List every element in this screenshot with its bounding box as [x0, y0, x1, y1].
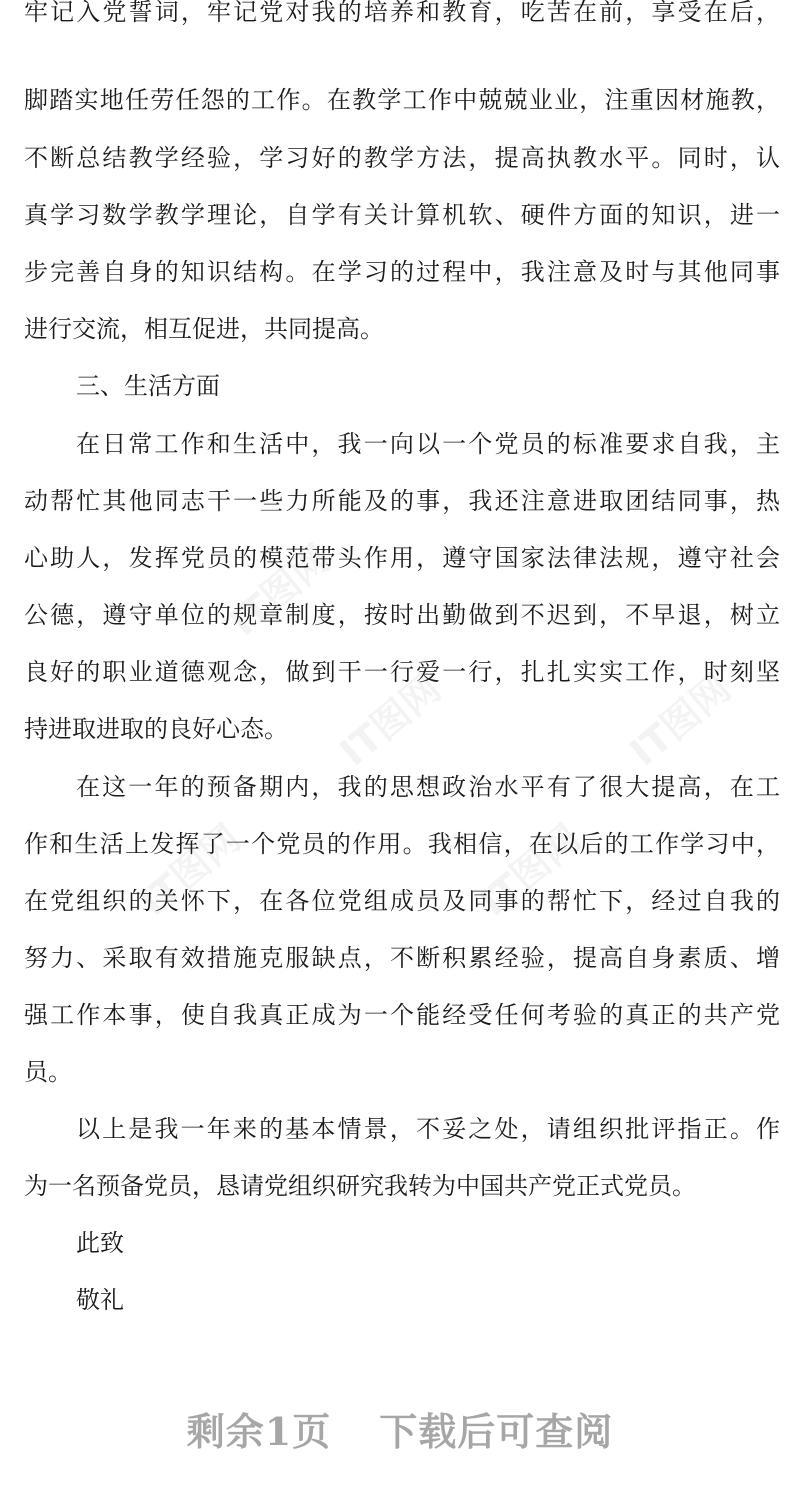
body-text-line: 作和生活上发挥了一个党员的作用。我相信，在以后的工作学习中，: [24, 830, 780, 858]
watermark: IT图网: [621, 666, 739, 775]
closing-salutation: 此致: [76, 1229, 124, 1257]
body-text-line: 为一名预备党员，恳请党组织研究我转为中国共产党正式党员。: [24, 1172, 696, 1200]
body-text-line: 进行交流，相互促进，共同提高。: [24, 315, 384, 343]
body-text-line: 不断总结教学经验，学习好的教学方法，提高执教水平。同时，认: [24, 144, 780, 172]
body-text-line: 强工作本事，使自我真正成为一个能经受任何考验的真正的共产党: [24, 1001, 780, 1029]
body-text-line: 在这一年的预备期内，我的思想政治水平有了很大提高，在工: [76, 773, 780, 801]
body-text-line: 良好的职业道德观念，做到干一行爱一行，扎扎实实工作，时刻坚: [24, 658, 780, 686]
watermark: IT图网: [131, 816, 249, 925]
section-heading: 三、生活方面: [76, 372, 220, 400]
watermark: IT图网: [471, 816, 589, 925]
body-text-line: 在党组织的关怀下，在各位党组成员及同事的帮忙下，经过自我的: [24, 887, 780, 915]
body-text-line: 努力、采取有效措施克服缺点，不断积累经验，提高自身素质、增: [24, 944, 780, 972]
body-text-line: 动帮忙其他同志干一些力所能及的事，我还注意进取团结同事，热: [24, 487, 780, 515]
body-text-line: 步完善自身的知识结构。在学习的过程中，我注意及时与其他同事: [24, 258, 780, 286]
body-text-line: 心助人，发挥党员的模范带头作用，遵守国家法律法规，遵守社会: [24, 544, 780, 572]
body-text-line: 在日常工作和生活中，我一向以一个党员的标准要求自我，主: [76, 430, 780, 458]
body-text-line: 牢记入党誓词，牢记党对我的培养和教育，吃苦在前，享受在后，: [24, 0, 780, 26]
body-text-line: 脚踏实地任劳任怨的工作。在教学工作中兢兢业业，注重因材施教，: [24, 86, 780, 114]
body-text-line: 员。: [24, 1058, 72, 1086]
remaining-pages-label: 剩余1页: [186, 1409, 332, 1454]
body-text-line: 持进取进取的良好心态。: [24, 715, 288, 743]
watermark: IT图网: [331, 666, 449, 775]
download-banner[interactable]: [0, 1400, 800, 1464]
closing-regards: 敬礼: [76, 1286, 124, 1314]
body-text-line: 真学习数学教学理论，自学有关计算机软、硬件方面的知识，进一: [24, 201, 780, 229]
download-hint-label[interactable]: 下载后可查阅: [379, 1409, 614, 1454]
body-text-line: 公德，遵守单位的规章制度，按时出勤做到不迟到，不早退，树立: [24, 601, 780, 629]
watermark: IT图网: [221, 536, 339, 645]
body-text-line: 以上是我一年来的基本情景，不妥之处，请组织批评指正。作: [76, 1115, 780, 1143]
